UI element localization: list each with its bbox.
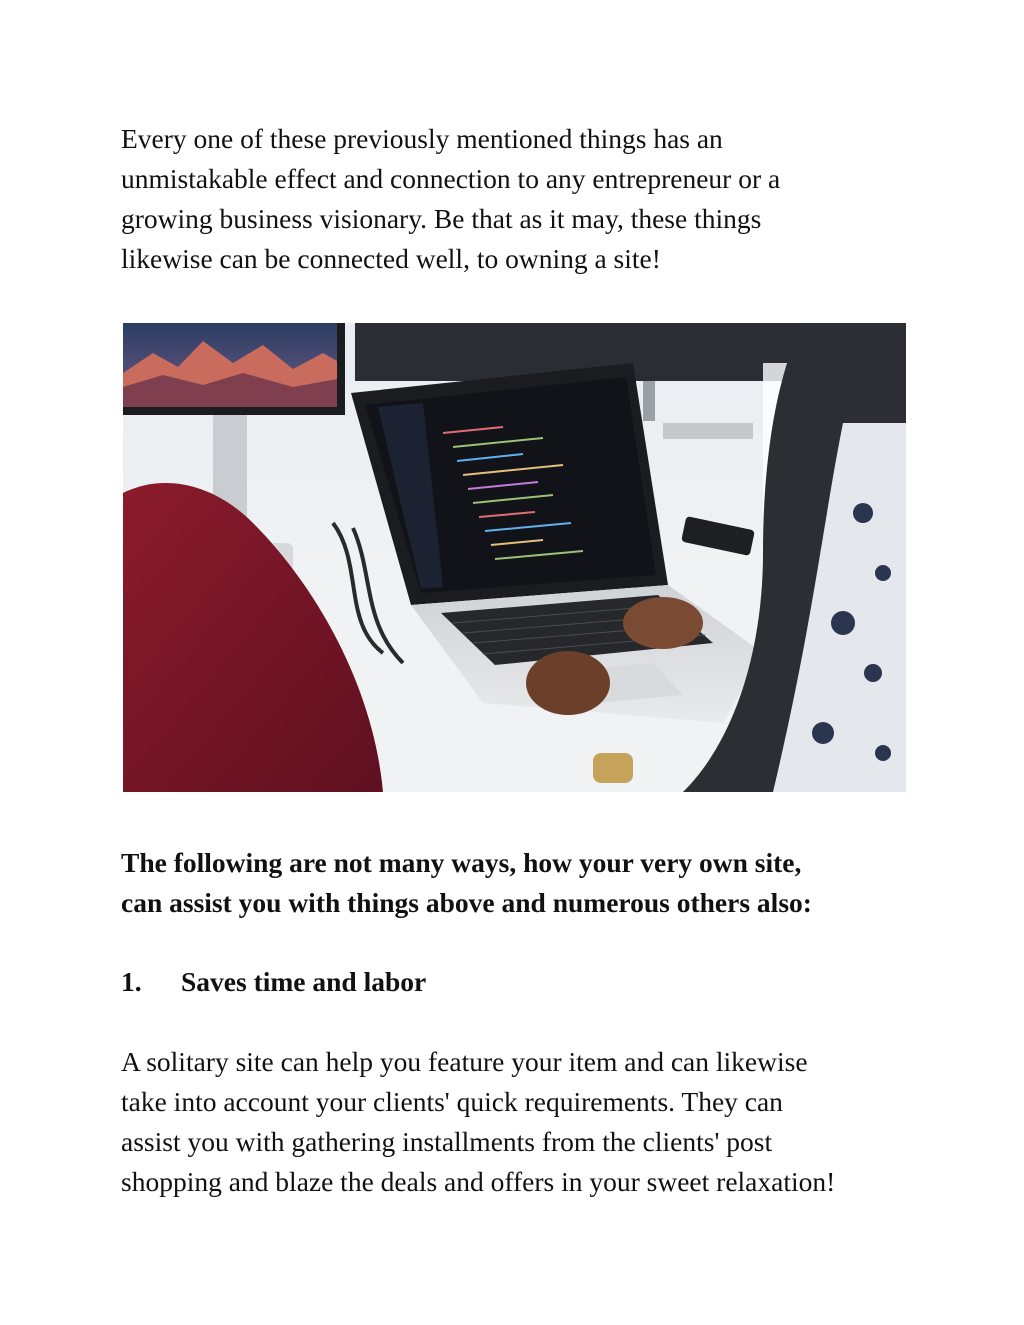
- intro-line: growing business visionary. Be that as it may, these things: [121, 203, 762, 234]
- heading-line: can assist you with things above and numerous others also:: [121, 887, 812, 918]
- body-line: shopping and blaze the deals and offers in your sweet relaxation!: [121, 1166, 836, 1197]
- intro-line: likewise can be connected well, to owning a site!: [121, 243, 661, 274]
- list-item: [121, 962, 426, 1002]
- body-line: assist you with gathering installments from the clients' post: [121, 1126, 773, 1157]
- intro-line: unmistakable effect and connection to any entrepreneur or a: [121, 163, 781, 194]
- list-item-label: Saves time and labor: [181, 966, 427, 997]
- laptop-coding-photo: [123, 323, 906, 792]
- section-heading: [121, 843, 921, 923]
- body-line: take into account your clients' quick requirements. They can: [121, 1086, 783, 1117]
- intro-line: Every one of these previously mentioned things has an: [121, 123, 723, 154]
- heading-line: The following are not many ways, how your very own site,: [121, 847, 802, 878]
- body-paragraph: [121, 1042, 921, 1202]
- intro-paragraph: [121, 119, 921, 279]
- body-line: A solitary site can help you feature your item and can likewise: [121, 1046, 808, 1077]
- list-item-number: 1.: [121, 966, 142, 997]
